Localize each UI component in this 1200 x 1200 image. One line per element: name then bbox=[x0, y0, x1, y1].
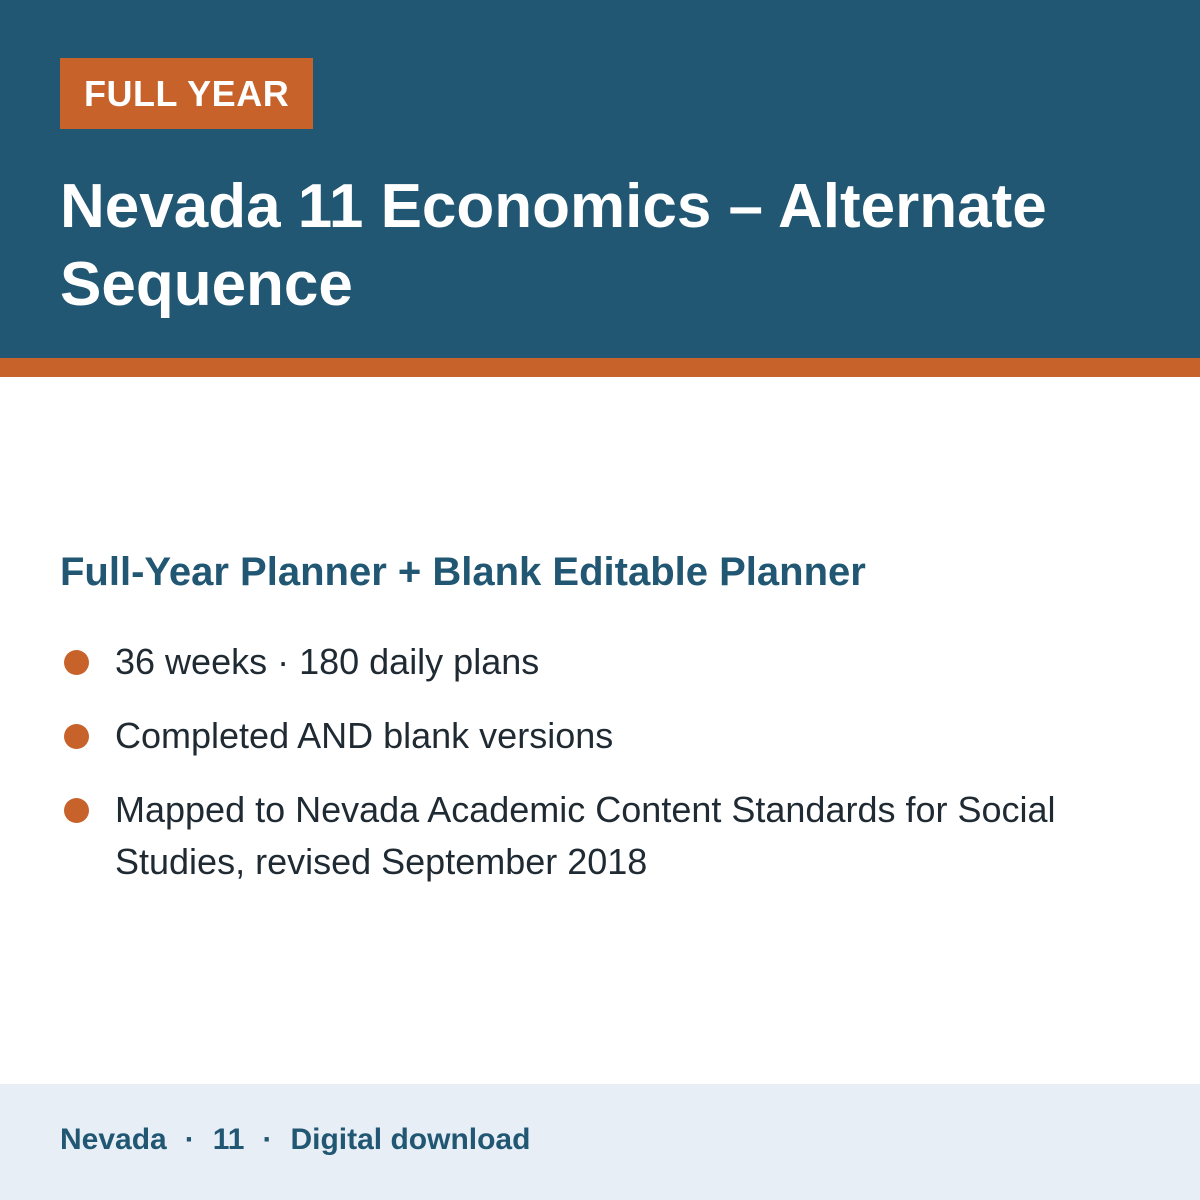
accent-divider bbox=[0, 358, 1200, 377]
footer-state: Nevada bbox=[60, 1123, 167, 1156]
page-title: Nevada 11 Economics – Alternate Sequence bbox=[60, 172, 1047, 319]
footer-separator: · bbox=[184, 1123, 195, 1156]
feature-item bbox=[60, 636, 1140, 688]
feature-text: Mapped to Nevada Academic Content Standards for Social Studies, revised September 2018 bbox=[115, 789, 1056, 882]
bullet-dot-icon bbox=[64, 650, 89, 675]
feature-list bbox=[60, 636, 1140, 910]
feature-item bbox=[60, 784, 1140, 888]
feature-item bbox=[60, 710, 1140, 762]
footer-meta bbox=[60, 1084, 530, 1200]
footer-bar bbox=[0, 1084, 1200, 1200]
full-year-badge: FULL YEAR bbox=[60, 58, 313, 129]
feature-text: Completed AND blank versions bbox=[115, 715, 614, 756]
footer-grade: 11 bbox=[212, 1123, 245, 1156]
bullet-dot-icon bbox=[64, 798, 89, 823]
product-subtitle: Full-Year Planner + Blank Editable Planner bbox=[60, 550, 866, 594]
footer-format: Digital download bbox=[290, 1123, 531, 1156]
feature-text: 36 weeks · 180 daily plans bbox=[115, 641, 540, 682]
header-banner bbox=[0, 0, 1200, 358]
footer-separator: · bbox=[262, 1123, 273, 1156]
bullet-dot-icon bbox=[64, 724, 89, 749]
